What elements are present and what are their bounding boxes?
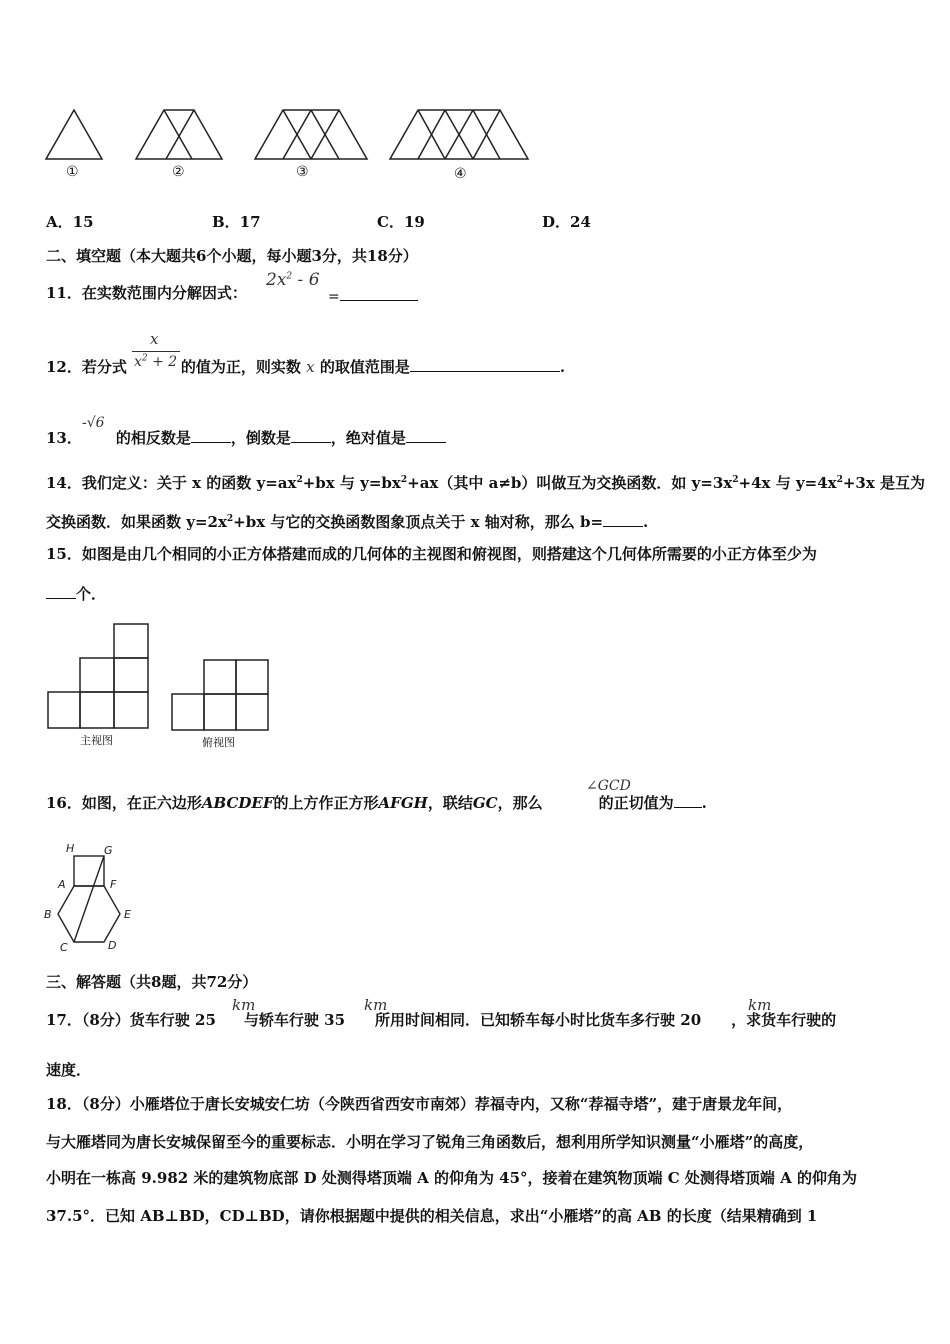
pattern-label-1: ① (66, 164, 79, 180)
q15-top-caption: 俯视图 (202, 736, 235, 749)
pattern-label-3: ③ (296, 164, 309, 180)
question-18-line-1: 18．（8分）小雁塔位于唐长安城安仁坊（今陕西省西安市南郊）荐福寺内，又称“荐福寺塔”，建于唐景龙年间， (46, 1095, 793, 1113)
q14-answer-blank[interactable] (603, 510, 643, 527)
q12-answer-blank[interactable] (410, 355, 560, 372)
q13-number: 13． (46, 429, 82, 447)
point-label-h: H (66, 842, 75, 855)
q12-numerator: x (150, 330, 159, 348)
q10-option-a: A．15 (46, 213, 94, 231)
q13-expression: -√6 (82, 415, 105, 431)
q17-unit-2: km (364, 996, 388, 1014)
q12-denominator: $x^2 + 2$ (134, 353, 178, 370)
q15-front-view (46, 622, 150, 730)
q13-blank-reciprocal[interactable] (291, 426, 331, 443)
q15-front-caption: 主视图 (80, 734, 113, 747)
question-17-line-2: 速度． (46, 1061, 92, 1079)
point-label-g: G (104, 844, 113, 857)
q12-fraction-bar (132, 351, 180, 352)
q15-top-view (170, 658, 270, 732)
question-15-line-1: 15．如图是由几个相同的小正方体搭建而成的几何体的主视图和俯视图，则搭建这个几何体所需要的小正方体至少为 (46, 545, 817, 563)
point-label-b: B (44, 908, 52, 921)
q10-option-c: C．19 (377, 213, 425, 231)
question-15-line-2: 个． (46, 582, 106, 604)
point-label-e: E (124, 908, 131, 921)
question-18-line-3: 小明在一栋高 9.982 米的建筑物底部 D 处测得塔顶端 A 的仰角为 45°，接着在建筑物顶端 C 处测得塔顶端 A 的仰角为 (46, 1169, 858, 1187)
question-14-line-1: 14．我们定义：关于 x 的函数 $y=ax^2+bx$ 与 $y=bx^2+ax$（其中 a≠b）叫做互为交换函数．如 $y=3x^2+4x$ 与 $y=4x^2+3x$ 是互为 (46, 474, 926, 492)
question-14-line-2: 交换函数．如果函数 $y=2x^2+bx$ 与它的交换函数图象顶点关于 x 轴对称，那么 b= . (46, 510, 648, 532)
q15-answer-blank[interactable] (46, 582, 76, 599)
pattern-label-2: ② (172, 164, 185, 180)
pattern-label-4: ④ (454, 166, 467, 182)
point-label-c: C (60, 941, 68, 954)
pattern-4 (390, 110, 528, 159)
q12-number: 12． (46, 358, 82, 376)
q11-equals: = (328, 284, 418, 305)
question-18-line-4: 37.5°．已知 AB⊥BD，CD⊥BD，请你根据题中提供的相关信息，求出“小雁塔”的高 AB 的长度（结果精确到 1 (46, 1207, 818, 1225)
q16-answer-blank[interactable] (674, 791, 702, 808)
q17-unit-1: km (232, 996, 256, 1014)
pattern-1 (46, 110, 102, 159)
q10-option-d: D．24 (542, 213, 591, 231)
point-label-d: D (108, 939, 117, 952)
question-17-line-1: 17．（8分）货车行驶 25 与轿车行驶 35 所用时间相同．已知轿车每小时比货车多行驶 20 ，求货车行驶的 (46, 1011, 837, 1029)
q11-number: 11． (46, 284, 82, 302)
question-18-line-2: 与大雁塔同为唐长安城保留至今的重要标志．小明在学习了锐角三角函数后，想利用所学知识测量“小雁塔”的高度， (46, 1133, 814, 1151)
pattern-2 (136, 110, 222, 159)
q13-blank-opposite[interactable] (191, 426, 231, 443)
question-16: 16．如图，在正六边形ABCDEF的上方作正方形AFGH，联结GC，那么 的正切值为 . (46, 791, 707, 813)
question-12: 12．若分式 的值为正，则实数 x 的取值范围是 . (46, 355, 565, 377)
point-label-a: A (58, 878, 66, 891)
question-11 (46, 283, 247, 303)
q16-angle: ∠GCD (586, 778, 631, 794)
section-3-title: 三、解答题（共8题，共72分） (46, 973, 258, 991)
section-2-title: 二、填空题（本大题共6个小题，每小题3分，共18分） (46, 247, 418, 265)
q11-expression: $2x^2 - 6$ (266, 270, 320, 290)
pattern-3 (255, 110, 367, 159)
q16-number: 16． (46, 794, 82, 812)
q16-hexagon-figure (40, 838, 140, 956)
q13-blank-absolute[interactable] (406, 426, 446, 443)
q11-text: 在实数范围内分解因式： (81, 284, 247, 302)
q11-answer-blank[interactable] (340, 284, 418, 301)
q10-option-b: B．17 (212, 213, 261, 231)
q17-unit-3: km (748, 996, 772, 1014)
question-13: 13． 的相反数是 ，倒数是 ，绝对值是 (46, 426, 446, 448)
point-label-f: F (110, 878, 117, 891)
